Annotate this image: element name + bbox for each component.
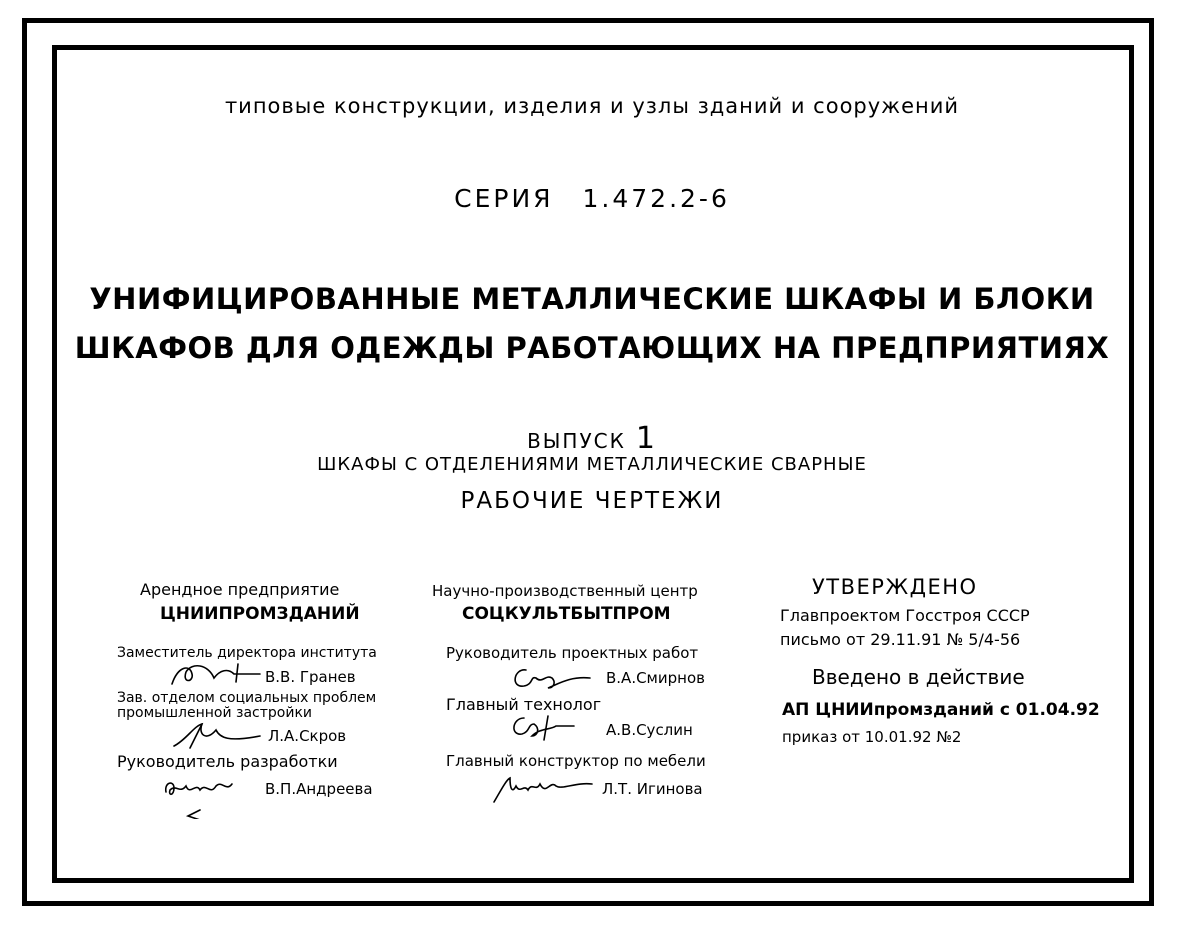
issue-description: ШКАФЫ С ОТДЕЛЕНИЯМИ МЕТАЛЛИЧЕСКИЕ СВАРНЫЕ (317, 454, 867, 475)
deputy-signature-icon (168, 660, 263, 690)
left-org-type: Арендное предприятие (140, 580, 340, 599)
order-info: приказ от 10.01.92 №2 (782, 728, 962, 746)
deputy-title: Заместитель директора института (117, 645, 377, 661)
approved-by: Главпроектом Госстроя СССР (780, 606, 1030, 625)
main-title-line-2: ШКАФОВ ДЛЯ ОДЕЖДЫ РАБОТАЮЩИХ НА ПРЕДПРИЯТИЯХ (74, 331, 1110, 365)
dev-name: В.П.Андреева (265, 780, 373, 798)
document-type: РАБОЧИЕ ЧЕРТЕЖИ (460, 488, 724, 514)
tech-name: А.В.Суслин (606, 721, 693, 739)
designer-name: Л.Т. Игинова (602, 780, 703, 798)
middle-org-name: СОЦКУЛЬТБЫТПРОМ (462, 604, 671, 624)
left-org-name: ЦНИИПРОМЗДАНИЙ (160, 604, 360, 624)
series-number: 1.472.2-6 (582, 184, 730, 213)
dev-signature-icon (160, 774, 255, 819)
pm-signature-icon (508, 664, 593, 692)
head-signature-icon (172, 720, 262, 750)
series-line (0, 186, 1184, 211)
series-label: СЕРИЯ (454, 184, 554, 213)
issue-number: 1 (635, 421, 657, 456)
main-title-line-1: УНИФИЦИРОВАННЫЕ МЕТАЛЛИЧЕСКИЕ ШКАФЫ И БЛОКИ (89, 282, 1095, 316)
effective-label: Введено в действие (812, 665, 1025, 689)
head-title-line-2: промышленной застройки (117, 705, 312, 721)
header-line: типовые конструкции, изделия и узлы зданий и сооружений (224, 94, 960, 118)
head-title-line-1: Зав. отделом социальных проблем (117, 690, 377, 706)
head-name: Л.А.Скров (268, 727, 347, 745)
issue-label: ВЫПУСК (527, 429, 626, 453)
designer-signature-icon (490, 772, 595, 806)
designer-title: Главный конструктор по мебели (446, 752, 706, 770)
tech-title: Главный технолог (446, 695, 602, 714)
pm-title: Руководитель проектных работ (446, 644, 699, 662)
issue-row (0, 421, 1184, 456)
deputy-name: В.В. Гранев (265, 668, 356, 686)
approved-label: УТВЕРЖДЕНО (812, 575, 978, 599)
middle-org-type: Научно-производственный центр (432, 582, 698, 600)
tech-signature-icon (508, 712, 578, 742)
approval-letter: письмо от 29.11.91 № 5/4-56 (780, 630, 1021, 649)
pm-name: В.А.Смирнов (606, 669, 705, 687)
dev-title: Руководитель разработки (117, 752, 338, 771)
effective-by: АП ЦНИИпромзданий с 01.04.92 (782, 700, 1100, 720)
